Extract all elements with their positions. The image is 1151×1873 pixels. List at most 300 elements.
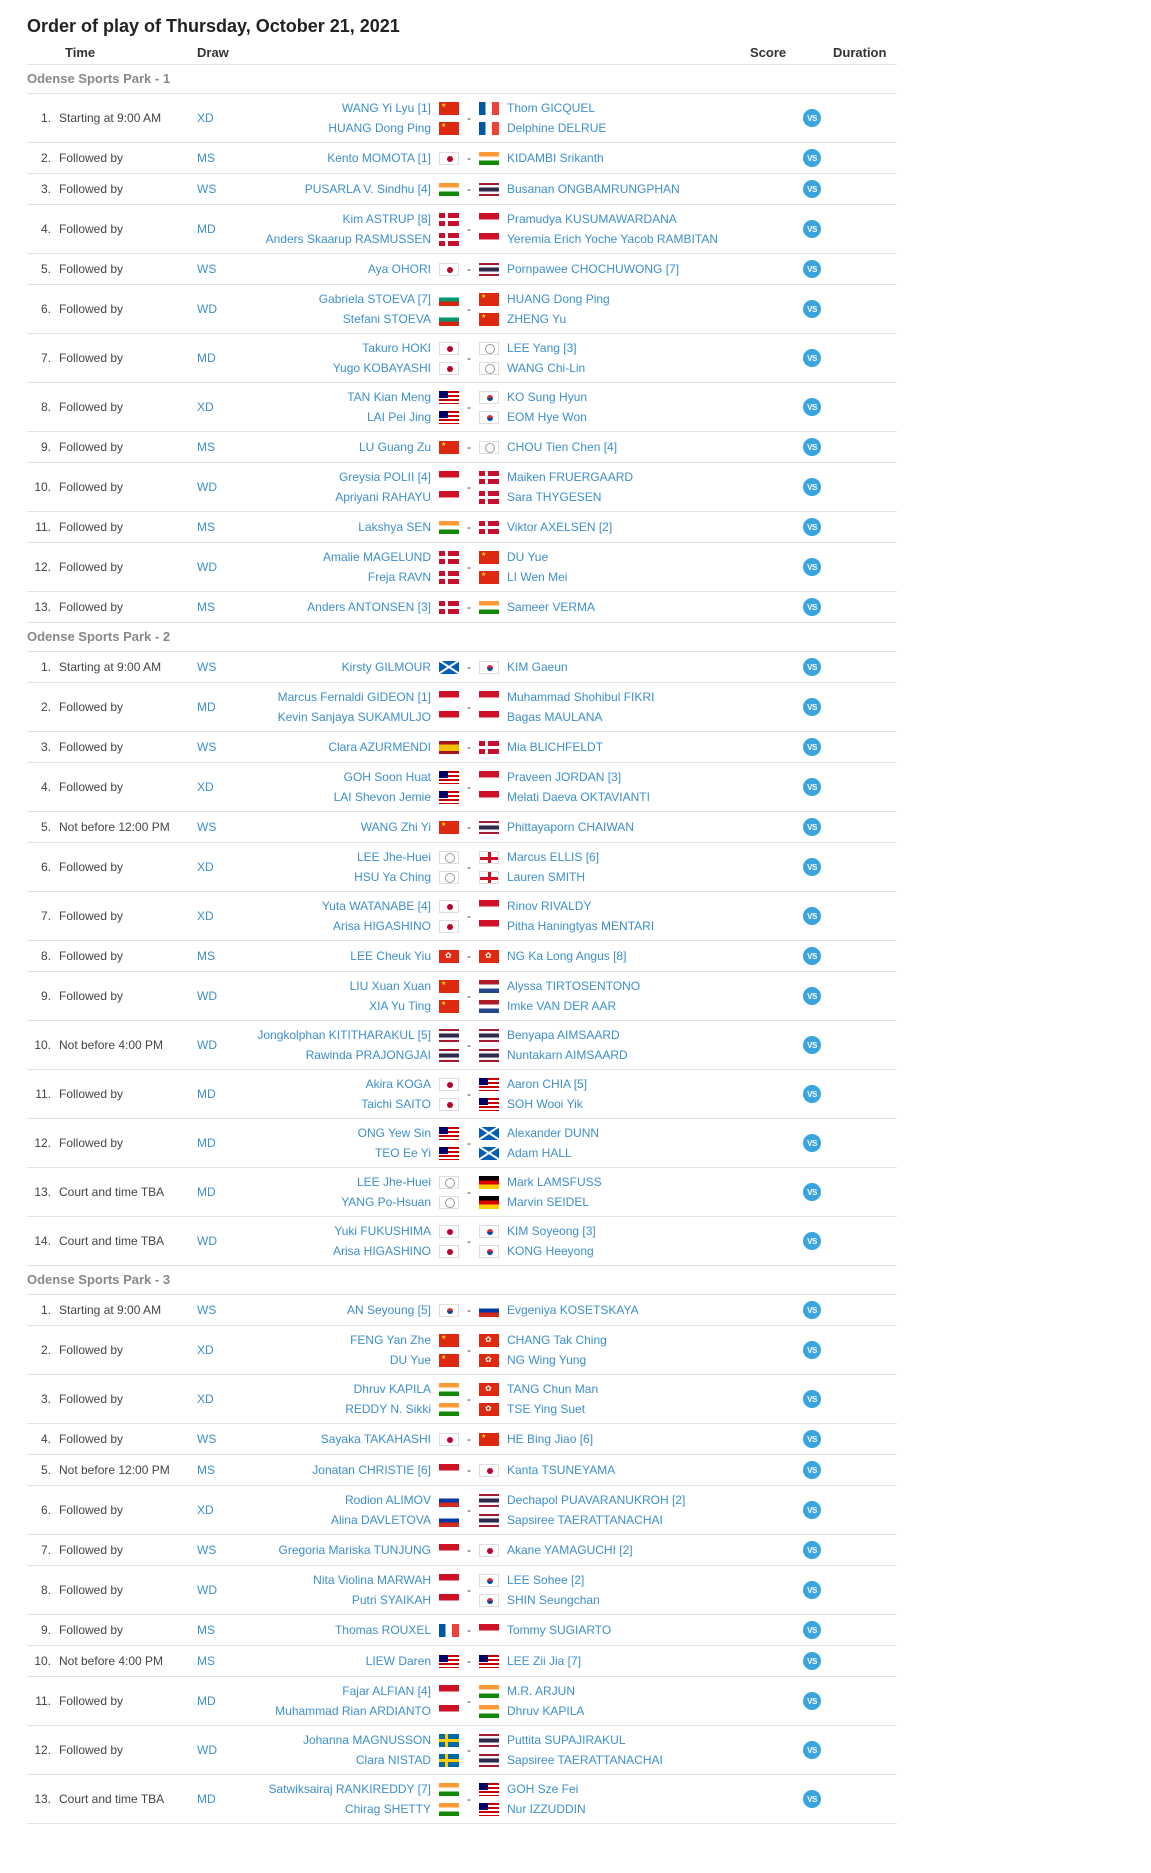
player-link[interactable]: Clara AZURMENDI (328, 740, 431, 754)
player-link[interactable]: XIA Yu Ting (369, 999, 431, 1013)
draw-link[interactable]: XD (197, 1343, 214, 1357)
player-link[interactable]: Phittayaporn CHAIWAN (507, 820, 634, 834)
match-time: Followed by (59, 151, 124, 165)
draw-link[interactable]: MD (197, 1087, 216, 1101)
draw-link[interactable]: WS (197, 262, 217, 276)
match-number: 1. (40, 660, 51, 674)
player-link[interactable]: DU Yue (389, 1353, 431, 1367)
player-link[interactable]: Melati Daeva OKTAVIANTI (507, 790, 650, 804)
away-team (479, 892, 759, 940)
player-link[interactable]: Alyssa TIRTOSENTONO (507, 979, 641, 993)
flag-ind-icon (439, 521, 459, 534)
draw-link[interactable]: XD (197, 1392, 214, 1406)
flag-mas-icon (479, 1803, 499, 1816)
player-link[interactable]: Pornpawee CHOCHUWONG [7] (507, 262, 680, 276)
draw-link[interactable]: XD (197, 400, 214, 414)
vs-icon: VS (803, 300, 821, 318)
draw-link[interactable]: MS (197, 1623, 215, 1637)
draw-link[interactable]: MD (197, 222, 216, 236)
match-detail-button[interactable] (802, 592, 822, 622)
versus-dash: - (467, 1303, 471, 1317)
player-entry (303, 1730, 459, 1750)
player-link[interactable]: ONG Yew Sin (357, 1126, 431, 1140)
flag-chn-icon: ★ (439, 1354, 459, 1367)
match-detail-button[interactable] (802, 1775, 822, 1823)
player-link[interactable]: SOH Wooi Yik (507, 1097, 583, 1111)
match-detail-button[interactable] (802, 1295, 822, 1325)
player-link[interactable]: Marcus Fernaldi GIDEON [1] (277, 690, 431, 704)
home-team (227, 1326, 459, 1374)
match-detail-button[interactable] (802, 1375, 822, 1423)
match-detail-button[interactable] (802, 1119, 822, 1167)
flag-jpn-icon (439, 152, 459, 165)
player-link[interactable]: ZHENG Yu (507, 312, 567, 326)
flag-sco-icon (439, 661, 459, 674)
flag-tpe-icon (439, 1196, 459, 1209)
draw-link[interactable]: MS (197, 440, 215, 454)
flag-tha-icon (479, 1049, 499, 1062)
home-team (227, 1217, 459, 1265)
player-link[interactable]: Benyapa AIMSAARD (507, 1028, 620, 1042)
match-detail-button[interactable] (802, 972, 822, 1020)
match-number: 8. (40, 949, 51, 963)
home-team (227, 652, 459, 682)
draw-link[interactable]: MS (197, 151, 215, 165)
match-number: 4. (40, 780, 51, 794)
flag-hkg-icon: ✿ (479, 1383, 499, 1396)
player-link[interactable]: HUANG Dong Ping (328, 121, 431, 135)
flag-ina-icon (439, 711, 459, 724)
player-link[interactable]: Imke VAN DER AAR (507, 999, 617, 1013)
player-link[interactable]: GOH Soon Huat (343, 770, 431, 784)
vs-icon: VS (803, 260, 821, 278)
player-link[interactable]: FENG Yan Zhe (350, 1333, 431, 1347)
draw-link[interactable]: WD (197, 1583, 217, 1597)
home-team (227, 383, 459, 431)
match-detail-button[interactable] (802, 1217, 822, 1265)
versus-dash: - (467, 1694, 471, 1708)
match-row (27, 432, 897, 463)
player-link[interactable]: Adam HALL (507, 1146, 572, 1160)
away-team (479, 592, 759, 622)
player-link[interactable]: Rawinda PRAJONGJAI (305, 1048, 431, 1062)
match-detail-button[interactable] (802, 205, 822, 253)
home-team (227, 1646, 459, 1676)
player-link[interactable]: AN Seyoung [5] (346, 1303, 431, 1317)
player-link[interactable]: Marvin SEIDEL (507, 1195, 590, 1209)
player-link[interactable]: KIM Soyeong [3] (507, 1224, 596, 1238)
vs-icon: VS (803, 947, 821, 965)
player-link[interactable]: Taichi SAITO (361, 1097, 431, 1111)
player-link[interactable]: LEE Yang [3] (507, 341, 577, 355)
player-link[interactable]: Muhammad Shohibul FIKRI (507, 690, 655, 704)
flag-swe-icon (439, 1734, 459, 1747)
player-link[interactable]: Muhammad Rian ARDIANTO (275, 1704, 431, 1718)
match-time: Followed by (59, 1136, 124, 1150)
vs-icon: VS (803, 738, 821, 756)
player-entry (479, 1300, 639, 1320)
player-entry (343, 309, 459, 329)
draw-link[interactable]: WS (197, 820, 217, 834)
player-link[interactable]: Gabriela STOEVA [7] (318, 292, 431, 306)
player-link[interactable]: Alexander DUNN (507, 1126, 600, 1140)
player-link[interactable]: GOH Sze Fei (507, 1782, 579, 1796)
player-link[interactable]: LU Guang Zu (358, 440, 431, 454)
player-link[interactable]: Alina DAVLETOVA (330, 1513, 431, 1527)
match-detail-button[interactable] (802, 652, 822, 682)
player-link[interactable]: LEE Jhe-Huei (356, 1175, 431, 1189)
player-entry (328, 118, 459, 138)
player-link[interactable]: LEE Jhe-Huei (356, 850, 431, 864)
vs-icon: VS (803, 858, 821, 876)
player-entry (479, 1460, 615, 1480)
player-link[interactable]: DU Yue (507, 550, 549, 564)
player-link[interactable]: Viktor AXELSEN [2] (507, 520, 613, 534)
match-detail-button[interactable] (802, 941, 822, 971)
player-link[interactable]: Putri SYAIKAH (351, 1593, 431, 1607)
match-row (27, 1615, 897, 1646)
match-detail-button[interactable] (802, 383, 822, 431)
match-detail-button[interactable] (802, 1646, 822, 1676)
draw-link[interactable]: WD (197, 989, 217, 1003)
player-link[interactable]: Sameer VERMA (507, 600, 596, 614)
player-entry (323, 547, 459, 567)
player-entry (342, 98, 459, 118)
player-entry (331, 1510, 459, 1530)
player-entry (479, 1399, 585, 1419)
draw-link[interactable]: XD (197, 780, 214, 794)
match-detail-button[interactable] (802, 732, 822, 762)
away-team (479, 543, 759, 591)
player-entry (479, 1540, 633, 1560)
player-link[interactable]: Pitha Haningtyas MENTARI (507, 919, 655, 933)
draw-link[interactable]: WD (197, 1234, 217, 1248)
player-link[interactable]: LIEW Daren (365, 1654, 431, 1668)
player-link[interactable]: NG Wing Yung (507, 1353, 587, 1367)
match-detail-button[interactable] (802, 334, 822, 382)
player-link[interactable]: Stefani STOEVA (342, 312, 431, 326)
match-detail-button[interactable] (802, 763, 822, 811)
match-detail-button[interactable] (802, 463, 822, 511)
player-link[interactable]: Satwiksairaj RANKIREDDY [7] (268, 1782, 431, 1796)
player-link[interactable]: Aya OHORI (367, 262, 431, 276)
draw-link[interactable]: MD (197, 700, 216, 714)
player-entry (322, 896, 459, 916)
draw-link[interactable]: MS (197, 1463, 215, 1477)
match-detail-button[interactable] (802, 1677, 822, 1725)
match-row (27, 1486, 897, 1535)
player-link[interactable]: REDDY N. Sikki (345, 1402, 431, 1416)
flag-rus-icon (439, 1514, 459, 1527)
player-link[interactable]: Anders ANTONSEN [3] (307, 600, 431, 614)
player-entry (366, 1651, 459, 1671)
player-link[interactable]: Dechapol PUAVARANUKROH [2] (507, 1493, 686, 1507)
player-link[interactable]: Jonatan CHRISTIE [6] (312, 1463, 431, 1477)
player-link[interactable]: Thom GICQUEL (507, 101, 596, 115)
player-link[interactable]: Yuki FUKUSHIMA (334, 1224, 431, 1238)
player-link[interactable]: Pramudya KUSUMAWARDANA (507, 212, 677, 226)
player-link[interactable]: Johanna MAGNUSSON (302, 1733, 431, 1747)
home-team (227, 812, 459, 842)
draw-link[interactable]: MS (197, 520, 215, 534)
match-time: Followed by (59, 600, 124, 614)
player-link[interactable]: Sapsiree TAERATTANACHAI (507, 1513, 663, 1527)
player-entry (479, 1730, 626, 1750)
player-link[interactable]: Sapsiree TAERATTANACHAI (507, 1753, 663, 1767)
player-link[interactable]: EOM Hye Won (507, 410, 587, 424)
draw-link[interactable]: MS (197, 600, 215, 614)
player-link[interactable]: LEE Cheuk Yiu (350, 949, 431, 963)
player-entry (369, 996, 459, 1016)
player-link[interactable]: Evgeniya KOSETSKAYA (507, 1303, 639, 1317)
flag-ina-icon (479, 771, 499, 784)
flag-fra-icon (479, 122, 499, 135)
flag-tpe-icon (479, 342, 499, 355)
away-team (479, 1566, 759, 1614)
player-link[interactable]: SHIN Seungchan (507, 1593, 600, 1607)
player-entry (479, 1681, 575, 1701)
player-link[interactable]: Delphine DELRUE (507, 121, 607, 135)
player-link[interactable]: TEO Ee Yi (374, 1146, 431, 1160)
home-team (227, 1375, 459, 1423)
player-link[interactable]: Lauren SMITH (507, 870, 586, 884)
player-link[interactable]: Aaron CHIA [5] (507, 1077, 588, 1091)
versus-dash: - (467, 1343, 471, 1357)
draw-link[interactable]: MD (197, 1136, 216, 1150)
draw-link[interactable]: MS (197, 1654, 215, 1668)
match-detail-button[interactable] (802, 285, 822, 333)
draw-link[interactable]: WD (197, 302, 217, 316)
player-link[interactable]: M.R. ARJUN (507, 1684, 576, 1698)
player-link[interactable]: LAI Pei Jing (366, 410, 431, 424)
draw-link[interactable]: MD (197, 1185, 216, 1199)
match-number: 2. (40, 700, 51, 714)
player-entry (306, 1045, 459, 1065)
match-detail-button[interactable] (802, 1566, 822, 1614)
draw-link[interactable]: WD (197, 1743, 217, 1757)
player-link[interactable]: WANG Chi-Lin (507, 361, 586, 375)
player-link[interactable]: KIM Gaeun (507, 660, 568, 674)
player-link[interactable]: Amalie MAGELUND (322, 550, 431, 564)
draw-link[interactable]: MD (197, 1792, 216, 1806)
player-entry (335, 487, 459, 507)
draw-link[interactable]: WD (197, 1038, 217, 1052)
flag-chn-icon: ★ (439, 102, 459, 115)
match-number: 10. (34, 1038, 51, 1052)
flag-chn-icon: ★ (479, 313, 499, 326)
draw-link[interactable]: XD (197, 111, 214, 125)
player-link[interactable]: Arisa HIGASHINO (332, 919, 431, 933)
match-detail-button[interactable] (802, 1168, 822, 1216)
match-number: 3. (40, 740, 51, 754)
player-link[interactable]: Marcus ELLIS [6] (507, 850, 600, 864)
flag-tpe-icon (439, 851, 459, 864)
player-link[interactable]: Sara THYGESEN (507, 490, 602, 504)
player-link[interactable]: Rodion ALIMOV (344, 1493, 431, 1507)
player-link[interactable]: Praveen JORDAN [3] (507, 770, 622, 784)
match-time: Followed by (59, 949, 124, 963)
match-detail-button[interactable] (802, 432, 822, 462)
player-link[interactable]: KONG Heeyong (507, 1244, 594, 1258)
player-link[interactable]: KIDAMBI Srikanth (507, 151, 604, 165)
player-link[interactable]: HE Bing Jiao [6] (507, 1432, 594, 1446)
player-link[interactable]: YANG Po-Hsuan (341, 1195, 431, 1209)
flag-esp-icon (439, 741, 459, 754)
player-link[interactable]: Dhruv KAPILA (353, 1382, 431, 1396)
player-link[interactable]: Nur IZZUDDIN (507, 1802, 586, 1816)
draw-link[interactable]: WS (197, 1303, 217, 1317)
player-entry (328, 737, 459, 757)
match-row (27, 1217, 897, 1266)
player-link[interactable]: Takuro HOKI (362, 341, 431, 355)
player-link[interactable]: Thomas ROUXEL (334, 1623, 431, 1637)
player-entry (356, 1750, 459, 1770)
player-link[interactable]: Mia BLICHFELDT (507, 740, 604, 754)
player-link[interactable]: WANG Yi Lyu [1] (341, 101, 431, 115)
draw-link[interactable]: WS (197, 740, 217, 754)
flag-ina-icon (439, 1594, 459, 1607)
player-entry (307, 597, 459, 617)
match-detail-button[interactable] (802, 1326, 822, 1374)
match-detail-button[interactable] (802, 512, 822, 542)
player-link[interactable]: PUSARLA V. Sindhu [4] (304, 182, 431, 196)
player-link[interactable]: Kento MOMOTA [1] (327, 151, 431, 165)
player-link[interactable]: Mark LAMSFUSS (507, 1175, 602, 1189)
match-detail-button[interactable] (802, 843, 822, 891)
match-detail-button[interactable] (802, 1726, 822, 1774)
player-link[interactable]: Yugo KOBAYASHI (332, 361, 431, 375)
match-detail-button[interactable] (802, 1535, 822, 1565)
player-link[interactable]: Clara NISTAD (355, 1753, 431, 1767)
flag-ina-icon (479, 213, 499, 226)
draw-link[interactable]: WS (197, 660, 217, 674)
player-link[interactable]: CHANG Tak Ching (507, 1333, 607, 1347)
player-link[interactable]: Dhruv KAPILA (507, 1704, 585, 1718)
match-number: 1. (40, 1303, 51, 1317)
draw-link[interactable]: WD (197, 480, 217, 494)
match-number: 3. (40, 1392, 51, 1406)
player-link[interactable]: Akane YAMAGUCHI [2] (507, 1543, 633, 1557)
player-link[interactable]: Greysia POLII [4] (338, 470, 431, 484)
player-link[interactable]: TSE Ying Suet (507, 1402, 586, 1416)
player-link[interactable]: Nuntakarn AIMSAARD (507, 1048, 628, 1062)
match-detail-button[interactable] (802, 1070, 822, 1118)
player-entry (479, 179, 680, 199)
draw-link[interactable]: WS (197, 1543, 217, 1557)
flag-bul-icon (439, 293, 459, 306)
match-detail-button[interactable] (802, 543, 822, 591)
player-link[interactable]: LI Wen Mei (507, 570, 568, 584)
player-link[interactable]: WANG Zhi Yi (360, 820, 431, 834)
draw-link[interactable]: MS (197, 949, 215, 963)
player-entry (479, 259, 679, 279)
match-detail-button[interactable] (802, 892, 822, 940)
match-row (27, 463, 897, 512)
player-link[interactable]: Jongkolphan KITITHARAKUL [5] (257, 1028, 431, 1042)
match-detail-button[interactable] (802, 1486, 822, 1534)
vs-icon: VS (803, 1790, 821, 1808)
player-entry (321, 1429, 459, 1449)
player-link[interactable]: LAI Shevon Jemie (333, 790, 431, 804)
player-entry (479, 657, 568, 677)
draw-link[interactable]: WD (197, 560, 217, 574)
player-link[interactable]: Tommy SUGIARTO (507, 1623, 612, 1637)
draw-link[interactable]: WS (197, 182, 217, 196)
vs-icon: VS (803, 658, 821, 676)
match-detail-button[interactable] (802, 94, 822, 142)
flag-chn-icon: ★ (479, 1433, 499, 1446)
player-link[interactable]: HUANG Dong Ping (507, 292, 610, 306)
match-detail-button[interactable] (802, 174, 822, 204)
player-link[interactable]: Puttita SUPAJIRAKUL (507, 1733, 626, 1747)
player-entry (345, 1799, 459, 1819)
draw-link[interactable]: MD (197, 351, 216, 365)
match-detail-button[interactable] (802, 254, 822, 284)
match-detail-button[interactable] (802, 683, 822, 731)
player-link[interactable]: Kevin Sanjaya SUKAMULJO (277, 710, 431, 724)
match-detail-button[interactable] (802, 1021, 822, 1069)
player-link[interactable]: Akira KOGA (365, 1077, 431, 1091)
match-row (27, 254, 897, 285)
match-row (27, 972, 897, 1021)
match-detail-button[interactable] (802, 1455, 822, 1485)
player-link[interactable]: LEE Sohee [2] (507, 1573, 585, 1587)
player-link[interactable]: Fajar ALFIAN [4] (342, 1684, 431, 1698)
player-link[interactable]: HSU Ya Ching (354, 870, 431, 884)
match-detail-button[interactable] (802, 143, 822, 173)
player-link[interactable]: LIU Xuan Xuan (349, 979, 431, 993)
player-link[interactable]: TANG Chun Man (507, 1382, 599, 1396)
player-link[interactable]: Busanan ONGBAMRUNGPHAN (507, 182, 680, 196)
player-link[interactable]: Gregoria Mariska TUNJUNG (278, 1543, 431, 1557)
player-link[interactable]: Apriyani RAHAYU (335, 490, 431, 504)
player-link[interactable]: Kirsty GILMOUR (341, 660, 431, 674)
player-link[interactable]: Chirag SHETTY (344, 1802, 431, 1816)
match-row (27, 763, 897, 812)
player-link[interactable]: TAN Kian Meng (347, 390, 431, 404)
draw-link[interactable]: MD (197, 1694, 216, 1708)
player-link[interactable]: Lakshya SEN (358, 520, 431, 534)
player-link[interactable]: CHOU Tien Chen [4] (507, 440, 618, 454)
draw-link[interactable]: XD (197, 860, 214, 874)
player-link[interactable]: LEE Zii Jia [7] (507, 1654, 582, 1668)
player-link[interactable]: Rinov RIVALDY (507, 899, 592, 913)
player-link[interactable]: Kim ASTRUP [8] (342, 212, 431, 226)
match-number: 4. (40, 1432, 51, 1446)
home-team (227, 1424, 459, 1454)
player-link[interactable]: Nita Violina MARWAH (313, 1573, 431, 1587)
draw-link[interactable]: XD (197, 909, 214, 923)
player-link[interactable]: Freja RAVN (367, 570, 431, 584)
player-entry (352, 1590, 459, 1610)
player-link[interactable]: Yuta WATANABE [4] (321, 899, 431, 913)
player-link[interactable]: Maiken FRUERGAARD (507, 470, 634, 484)
draw-link[interactable]: WS (197, 1432, 217, 1446)
player-link[interactable]: Anders Skaarup RASMUSSEN (265, 232, 431, 246)
player-entry (335, 1620, 459, 1640)
match-detail-button[interactable] (802, 1615, 822, 1645)
player-link[interactable]: Kanta TSUNEYAMA (507, 1463, 616, 1477)
player-link[interactable]: KO Sung Hyun (507, 390, 588, 404)
player-link[interactable]: Yeremia Erich Yoche Yacob RAMBITAN (507, 232, 718, 246)
match-detail-button[interactable] (802, 1424, 822, 1454)
player-link[interactable]: NG Ka Long Angus [8] (507, 949, 627, 963)
player-link[interactable]: Sayaka TAKAHASHI (320, 1432, 431, 1446)
player-link[interactable]: Bagas MAULANA (507, 710, 603, 724)
match-detail-button[interactable] (802, 812, 822, 842)
player-link[interactable]: Arisa HIGASHINO (332, 1244, 431, 1258)
draw-link[interactable]: XD (197, 1503, 214, 1517)
